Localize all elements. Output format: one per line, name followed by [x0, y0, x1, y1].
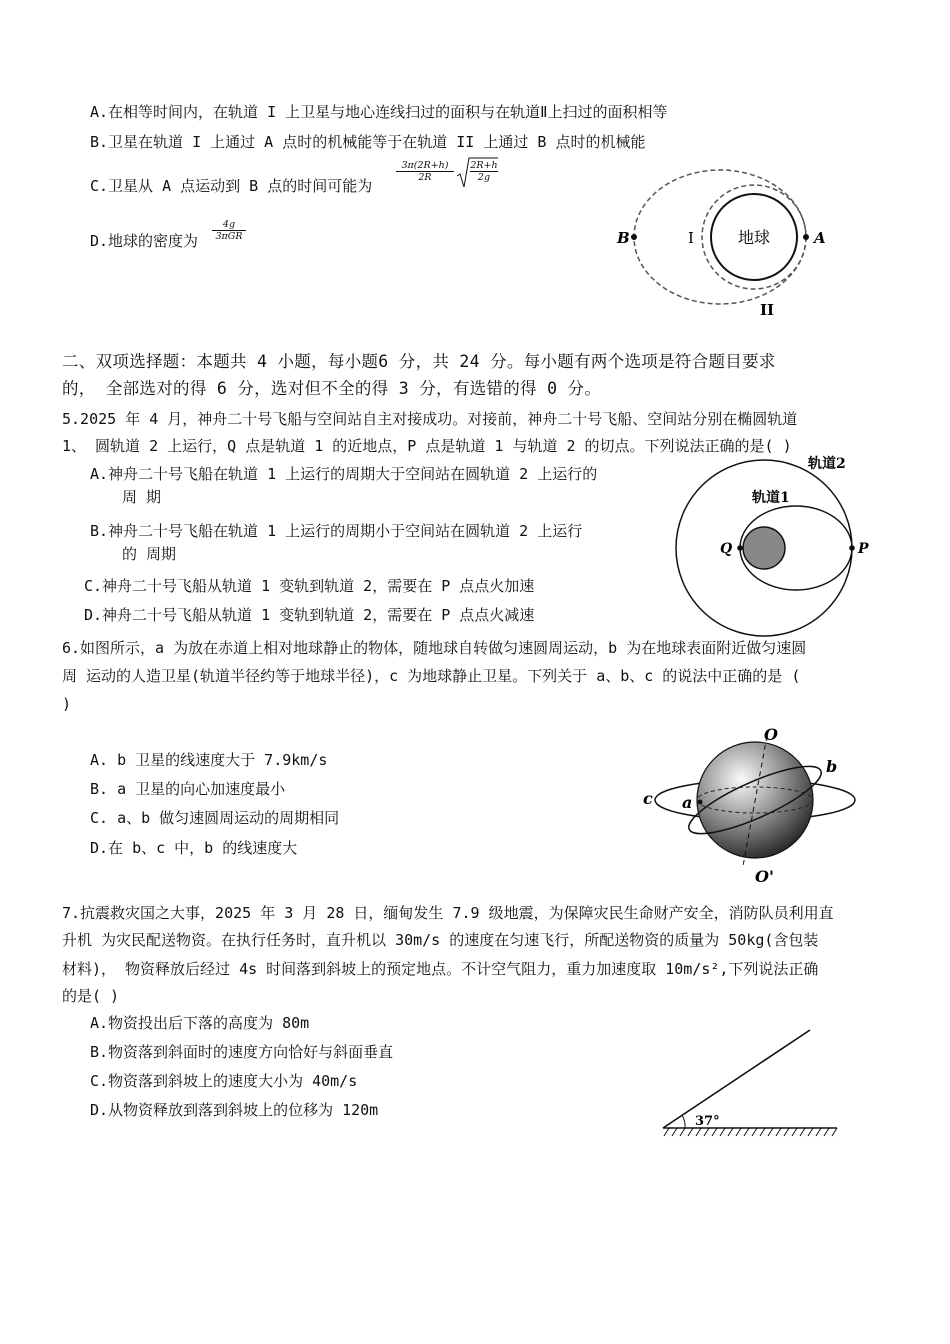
- ground-hatching: [664, 1128, 837, 1136]
- q6-option-c: C. a、b 做匀速圆周运动的周期相同: [90, 809, 340, 827]
- q4-option-c-frac-den: 2R: [396, 171, 454, 183]
- q4-option-c-sqrt: [470, 160, 498, 183]
- q4-option-d-frac-den: 3πGR: [212, 230, 246, 242]
- q6-option-b: B. a 卫星的向心加速度最小: [90, 780, 286, 798]
- q6-option-d: D.在 b、c 中，b 的线速度大: [90, 839, 298, 857]
- earth-circle: [743, 527, 785, 569]
- orbit-2-label: 轨道2: [808, 456, 846, 472]
- q6-earth-figure: [640, 722, 865, 892]
- q5-option-b-line2: 的 周期: [122, 545, 177, 563]
- angle-label: 37°: [695, 1114, 720, 1129]
- q7-stem-line1: 7.抗震救灾国之大事，2025 年 3 月 28 日，缅甸发生 7.9 级地震，为保障灾民生命财产安全，消防队员利用直: [62, 904, 834, 922]
- q7-option-b: B.物资落到斜面时的速度方向恰好与斜面垂直: [90, 1043, 394, 1061]
- orbit-2-label: II: [760, 301, 775, 319]
- point-p-dot: [849, 545, 855, 551]
- q7-option-d: D.从物资释放到落到斜坡上的位移为 120m: [90, 1101, 379, 1119]
- q7-slope-figure: [655, 1030, 845, 1145]
- q6-stem-line2: 周 运动的人造卫星(轨道半径约等于地球半径)，c 为地球静止卫星。下列关于 a、b、c 的说法中正确的是 (: [62, 667, 801, 685]
- q7-option-a: A.物资投出后下落的高度为 80m: [90, 1014, 310, 1032]
- q7-stem-line4: 的是( ): [62, 987, 120, 1005]
- q4-orbit-figure: [600, 165, 860, 325]
- sqrt-sign-icon: [456, 156, 470, 190]
- orbit-1-label: I: [688, 229, 694, 247]
- q5-orbit-figure: [668, 452, 868, 632]
- q5-option-b-line1: B.神舟二十号飞船在轨道 1 上运行的周期小于空间站在圆轨道 2 上运行: [90, 522, 583, 540]
- q5-stem-line2: 1、 圆轨道 2 上运行，Q 点是轨道 1 的近地点，P 点是轨道 1 与轨道 2 的切点。下列说法正确的是( ): [62, 437, 792, 455]
- orbit-1-label: 轨道1: [752, 490, 790, 506]
- angle-arc: [682, 1115, 685, 1128]
- point-p-label: P: [858, 541, 869, 557]
- q5-option-a-line2: 周 期: [122, 488, 162, 506]
- q4-option-c-frac-num: 3π(2R+h): [401, 160, 449, 171]
- earth-label: 地球: [737, 228, 771, 247]
- q5-option-c: C.神舟二十号飞船从轨道 1 变轨到轨道 2，需要在 P 点点火加速: [84, 577, 535, 595]
- section2-line2: 的， 全部选对的得 6 分，选对但不全的得 3 分，有选错的得 0 分。: [62, 379, 602, 398]
- point-a-dot: [698, 800, 703, 805]
- q4-option-d: D.地球的密度为: [90, 232, 199, 250]
- q4-option-d-frac-num: 4g: [222, 219, 236, 230]
- point-a-label: A: [814, 229, 826, 247]
- label-b: b: [826, 757, 838, 776]
- label-c: c: [643, 789, 653, 808]
- q4-option-b: B.卫星在轨道 I 上通过 A 点时的机械能等于在轨道 II 上通过 B 点时的机械能: [90, 133, 646, 151]
- q7-option-c: C.物资落到斜坡上的速度大小为 40m/s: [90, 1072, 358, 1090]
- label-o: O: [764, 725, 778, 744]
- q4-option-a: A.在相等时间内，在轨道 I 上卫星与地心连线扫过的面积与在轨道Ⅱ上扫过的面积相等: [90, 103, 668, 121]
- q5-stem-line1: 5.2025 年 4 月，神舟二十号飞船与空间站自主对接成功。对接前，神舟二十号飞船、空间站分别在椭圆轨道: [62, 410, 798, 428]
- q7-stem-line3: 材料)， 物资释放后经过 4s 时间落到斜坡上的预定地点。不计空气阻力，重力加速度取 10m/s²,下列说法正确: [62, 960, 819, 978]
- q5-option-a-line1: A.神舟二十号飞船在轨道 1 上运行的周期大于空间站在圆轨道 2 上运行的: [90, 465, 598, 483]
- point-q-dot: [737, 545, 743, 551]
- slope-line: [663, 1030, 810, 1128]
- section2-line1: 二、双项选择题：本题共 4 小题，每小题6 分，共 24 分。每小题有两个选项是符合题目要求: [62, 352, 776, 371]
- label-a: a: [682, 793, 693, 812]
- q6-stem-line1: 6.如图所示，a 为放在赤道上相对地球静止的物体，随地球自转做匀速圆周运动，b 为在地球表面附近做匀速圆: [62, 639, 807, 657]
- point-b-dot: [631, 234, 637, 240]
- q4-option-d-fraction: [212, 219, 246, 242]
- q7-stem-line2: 升机 为灾民配送物资。在执行任务时，直升机以 30m/s 的速度在匀速飞行，所配送物资的质量为 50kg(含包装: [62, 931, 819, 949]
- q4-option-c-sqrt-den: 2g: [470, 171, 498, 183]
- point-b-label: B: [617, 229, 630, 247]
- point-q-label: Q: [720, 541, 733, 557]
- label-o-prime: O': [755, 867, 774, 886]
- q4-option-c: C.卫星从 A 点运动到 B 点的时间可能为: [90, 177, 373, 195]
- q4-option-c-fraction: [396, 160, 454, 183]
- q4-option-c-sqrt-num: 2R+h: [470, 160, 498, 171]
- q6-option-a: A. b 卫星的线速度大于 7.9km/s: [90, 751, 328, 769]
- q6-stem-line3: ): [62, 695, 72, 713]
- point-a-dot: [803, 234, 809, 240]
- q5-option-d: D.神舟二十号飞船从轨道 1 变轨到轨道 2，需要在 P 点点火减速: [84, 606, 535, 624]
